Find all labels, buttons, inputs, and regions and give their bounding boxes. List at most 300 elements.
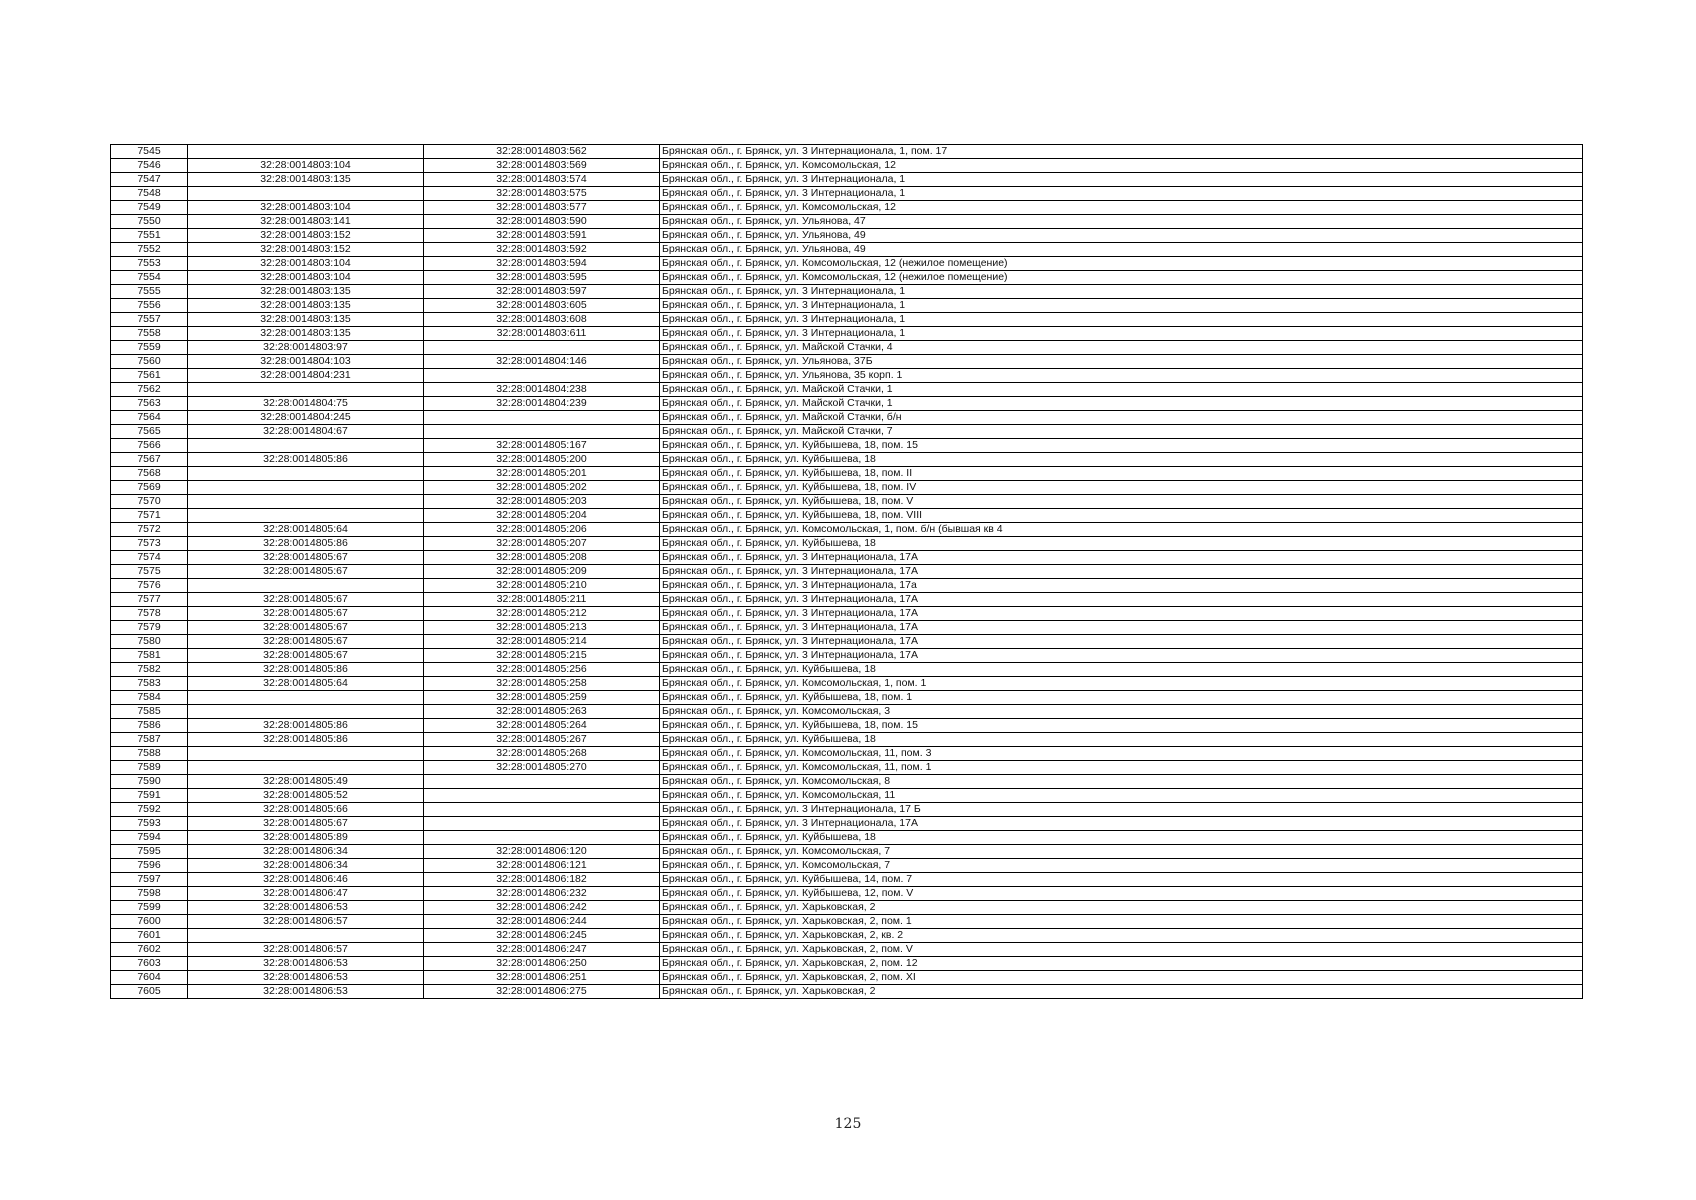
parent-cadastral-number-cell: 32:28:0014805:86 bbox=[188, 663, 424, 677]
address-cell: Брянская обл., г. Брянск, ул. Харьковская, 2 bbox=[660, 985, 1583, 999]
address-cell: Брянская обл., г. Брянск, ул. Комсомольская, 12 (нежилое помещение) bbox=[660, 257, 1583, 271]
address-cell: Брянская обл., г. Брянск, ул. Куйбышева, 18 bbox=[660, 831, 1583, 845]
table-row bbox=[111, 831, 1583, 845]
address-cell: Брянская обл., г. Брянск, ул. 3 Интернационала, 17а bbox=[660, 579, 1583, 593]
table-row bbox=[111, 887, 1583, 901]
table-row bbox=[111, 691, 1583, 705]
row-number-cell: 7567 bbox=[111, 453, 188, 467]
table-row bbox=[111, 971, 1583, 985]
row-number-cell: 7570 bbox=[111, 495, 188, 509]
table-row bbox=[111, 481, 1583, 495]
cadastral-number-cell: 32:28:0014806:232 bbox=[424, 887, 660, 901]
cadastral-number-cell: 32:28:0014803:569 bbox=[424, 159, 660, 173]
parent-cadastral-number-cell: 32:28:0014804:245 bbox=[188, 411, 424, 425]
address-cell: Брянская обл., г. Брянск, ул. Комсомольская, 12 bbox=[660, 159, 1583, 173]
table-row bbox=[111, 397, 1583, 411]
row-number-cell: 7559 bbox=[111, 341, 188, 355]
address-cell: Брянская обл., г. Брянск, ул. Куйбышева, 18 bbox=[660, 453, 1583, 467]
cadastral-number-cell: 32:28:0014805:264 bbox=[424, 719, 660, 733]
table-row bbox=[111, 229, 1583, 243]
cadastral-number-cell: 32:28:0014805:214 bbox=[424, 635, 660, 649]
address-cell: Брянская обл., г. Брянск, ул. 3 Интернационала, 17А bbox=[660, 649, 1583, 663]
table-row bbox=[111, 705, 1583, 719]
cadastral-number-cell: 32:28:0014805:215 bbox=[424, 649, 660, 663]
parent-cadastral-number-cell: 32:28:0014805:64 bbox=[188, 677, 424, 691]
parent-cadastral-number-cell bbox=[188, 187, 424, 201]
row-number-cell: 7564 bbox=[111, 411, 188, 425]
table-row bbox=[111, 859, 1583, 873]
table-row bbox=[111, 411, 1583, 425]
address-cell: Брянская обл., г. Брянск, ул. Харьковская, 2, пом. XI bbox=[660, 971, 1583, 985]
table-row bbox=[111, 985, 1583, 999]
table-row bbox=[111, 537, 1583, 551]
address-cell: Брянская обл., г. Брянск, ул. Куйбышева, 18, пом. 1 bbox=[660, 691, 1583, 705]
row-number-cell: 7585 bbox=[111, 705, 188, 719]
cadastral-number-cell: 32:28:0014803:574 bbox=[424, 173, 660, 187]
address-cell: Брянская обл., г. Брянск, ул. Комсомольская, 11 bbox=[660, 789, 1583, 803]
cadastral-registry-table bbox=[110, 144, 1583, 999]
row-number-cell: 7604 bbox=[111, 971, 188, 985]
address-cell: Брянская обл., г. Брянск, ул. Харьковская, 2, кв. 2 bbox=[660, 929, 1583, 943]
page-number: 125 bbox=[834, 1116, 862, 1132]
row-number-cell: 7546 bbox=[111, 159, 188, 173]
row-number-cell: 7588 bbox=[111, 747, 188, 761]
parent-cadastral-number-cell: 32:28:0014805:86 bbox=[188, 537, 424, 551]
address-cell: Брянская обл., г. Брянск, ул. Куйбышева, 12, пом. V bbox=[660, 887, 1583, 901]
address-cell: Брянская обл., г. Брянск, ул. Комсомольская, 3 bbox=[660, 705, 1583, 719]
address-cell: Брянская обл., г. Брянск, ул. Комсомольская, 12 (нежилое помещение) bbox=[660, 271, 1583, 285]
parent-cadastral-number-cell: 32:28:0014805:89 bbox=[188, 831, 424, 845]
table-row bbox=[111, 453, 1583, 467]
table-row bbox=[111, 355, 1583, 369]
table-row bbox=[111, 369, 1583, 383]
cadastral-number-cell bbox=[424, 831, 660, 845]
address-cell: Брянская обл., г. Брянск, ул. Ульянова, 49 bbox=[660, 229, 1583, 243]
address-cell: Брянская обл., г. Брянск, ул. Комсомольская, 11, пом. 3 bbox=[660, 747, 1583, 761]
cadastral-number-cell: 32:28:0014803:562 bbox=[424, 145, 660, 159]
cadastral-number-cell bbox=[424, 803, 660, 817]
cadastral-number-cell bbox=[424, 817, 660, 831]
address-cell: Брянская обл., г. Брянск, ул. Майской Стачки, б/н bbox=[660, 411, 1583, 425]
cadastral-number-cell: 32:28:0014806:247 bbox=[424, 943, 660, 957]
parent-cadastral-number-cell: 32:28:0014803:141 bbox=[188, 215, 424, 229]
row-number-cell: 7552 bbox=[111, 243, 188, 257]
cadastral-number-cell: 32:28:0014805:211 bbox=[424, 593, 660, 607]
address-cell: Брянская обл., г. Брянск, ул. Куйбышева, 18 bbox=[660, 733, 1583, 747]
address-cell: Брянская обл., г. Брянск, ул. 3 Интернационала, 17А bbox=[660, 565, 1583, 579]
cadastral-number-cell bbox=[424, 411, 660, 425]
cadastral-number-cell: 32:28:0014806:275 bbox=[424, 985, 660, 999]
parent-cadastral-number-cell: 32:28:0014803:135 bbox=[188, 285, 424, 299]
cadastral-number-cell: 32:28:0014803:592 bbox=[424, 243, 660, 257]
table-row bbox=[111, 383, 1583, 397]
cadastral-number-cell: 32:28:0014805:207 bbox=[424, 537, 660, 551]
table-row bbox=[111, 677, 1583, 691]
parent-cadastral-number-cell: 32:28:0014806:53 bbox=[188, 985, 424, 999]
registry-table-body bbox=[111, 145, 1583, 999]
row-number-cell: 7545 bbox=[111, 145, 188, 159]
parent-cadastral-number-cell: 32:28:0014803:135 bbox=[188, 327, 424, 341]
row-number-cell: 7575 bbox=[111, 565, 188, 579]
parent-cadastral-number-cell: 32:28:0014805:67 bbox=[188, 593, 424, 607]
cadastral-number-cell: 32:28:0014805:263 bbox=[424, 705, 660, 719]
table-row bbox=[111, 145, 1583, 159]
table-row bbox=[111, 579, 1583, 593]
parent-cadastral-number-cell: 32:28:0014806:53 bbox=[188, 957, 424, 971]
address-cell: Брянская обл., г. Брянск, ул. Комсомольская, 11, пом. 1 bbox=[660, 761, 1583, 775]
parent-cadastral-number-cell bbox=[188, 579, 424, 593]
cadastral-number-cell: 32:28:0014804:239 bbox=[424, 397, 660, 411]
address-cell: Брянская обл., г. Брянск, ул. Ульянова, 35 корп. 1 bbox=[660, 369, 1583, 383]
cadastral-number-cell: 32:28:0014805:256 bbox=[424, 663, 660, 677]
row-number-cell: 7553 bbox=[111, 257, 188, 271]
parent-cadastral-number-cell: 32:28:0014805:52 bbox=[188, 789, 424, 803]
cadastral-number-cell: 32:28:0014803:605 bbox=[424, 299, 660, 313]
address-cell: Брянская обл., г. Брянск, ул. Харьковская, 2, пом. 1 bbox=[660, 915, 1583, 929]
cadastral-number-cell: 32:28:0014803:611 bbox=[424, 327, 660, 341]
cadastral-number-cell: 32:28:0014805:270 bbox=[424, 761, 660, 775]
cadastral-number-cell: 32:28:0014803:597 bbox=[424, 285, 660, 299]
parent-cadastral-number-cell bbox=[188, 747, 424, 761]
parent-cadastral-number-cell: 32:28:0014806:34 bbox=[188, 859, 424, 873]
parent-cadastral-number-cell: 32:28:0014805:86 bbox=[188, 733, 424, 747]
row-number-cell: 7548 bbox=[111, 187, 188, 201]
address-cell: Брянская обл., г. Брянск, ул. 3 Интернационала, 1 bbox=[660, 173, 1583, 187]
address-cell: Брянская обл., г. Брянск, ул. Харьковская, 2, пом. 12 bbox=[660, 957, 1583, 971]
row-number-cell: 7596 bbox=[111, 859, 188, 873]
address-cell: Брянская обл., г. Брянск, ул. Комсомольская, 7 bbox=[660, 859, 1583, 873]
cadastral-number-cell: 32:28:0014803:577 bbox=[424, 201, 660, 215]
row-number-cell: 7551 bbox=[111, 229, 188, 243]
cadastral-number-cell: 32:28:0014805:201 bbox=[424, 467, 660, 481]
parent-cadastral-number-cell: 32:28:0014804:75 bbox=[188, 397, 424, 411]
table-row bbox=[111, 593, 1583, 607]
parent-cadastral-number-cell: 32:28:0014803:135 bbox=[188, 173, 424, 187]
row-number-cell: 7563 bbox=[111, 397, 188, 411]
row-number-cell: 7562 bbox=[111, 383, 188, 397]
cadastral-number-cell: 32:28:0014805:210 bbox=[424, 579, 660, 593]
row-number-cell: 7558 bbox=[111, 327, 188, 341]
parent-cadastral-number-cell: 32:28:0014804:67 bbox=[188, 425, 424, 439]
row-number-cell: 7597 bbox=[111, 873, 188, 887]
row-number-cell: 7602 bbox=[111, 943, 188, 957]
cadastral-number-cell: 32:28:0014803:608 bbox=[424, 313, 660, 327]
table-row bbox=[111, 817, 1583, 831]
row-number-cell: 7603 bbox=[111, 957, 188, 971]
address-cell: Брянская обл., г. Брянск, ул. 3 Интернационала, 17А bbox=[660, 621, 1583, 635]
table-row bbox=[111, 467, 1583, 481]
table-row bbox=[111, 635, 1583, 649]
table-row bbox=[111, 425, 1583, 439]
row-number-cell: 7574 bbox=[111, 551, 188, 565]
parent-cadastral-number-cell: 32:28:0014803:97 bbox=[188, 341, 424, 355]
address-cell: Брянская обл., г. Брянск, ул. 3 Интернационала, 17А bbox=[660, 607, 1583, 621]
parent-cadastral-number-cell bbox=[188, 481, 424, 495]
address-cell: Брянская обл., г. Брянск, ул. Ульянова, 47 bbox=[660, 215, 1583, 229]
table-row bbox=[111, 845, 1583, 859]
cadastral-number-cell: 32:28:0014805:167 bbox=[424, 439, 660, 453]
cadastral-number-cell: 32:28:0014805:259 bbox=[424, 691, 660, 705]
row-number-cell: 7571 bbox=[111, 509, 188, 523]
parent-cadastral-number-cell bbox=[188, 691, 424, 705]
row-number-cell: 7565 bbox=[111, 425, 188, 439]
table-row bbox=[111, 901, 1583, 915]
cadastral-number-cell: 32:28:0014805:200 bbox=[424, 453, 660, 467]
parent-cadastral-number-cell: 32:28:0014805:67 bbox=[188, 551, 424, 565]
parent-cadastral-number-cell: 32:28:0014803:135 bbox=[188, 313, 424, 327]
cadastral-number-cell: 32:28:0014805:209 bbox=[424, 565, 660, 579]
parent-cadastral-number-cell bbox=[188, 439, 424, 453]
row-number-cell: 7589 bbox=[111, 761, 188, 775]
cadastral-number-cell: 32:28:0014803:591 bbox=[424, 229, 660, 243]
table-row bbox=[111, 733, 1583, 747]
parent-cadastral-number-cell: 32:28:0014803:104 bbox=[188, 201, 424, 215]
address-cell: Брянская обл., г. Брянск, ул. Майской Стачки, 4 bbox=[660, 341, 1583, 355]
cadastral-number-cell: 32:28:0014803:595 bbox=[424, 271, 660, 285]
table-row bbox=[111, 271, 1583, 285]
parent-cadastral-number-cell: 32:28:0014805:67 bbox=[188, 817, 424, 831]
address-cell: Брянская обл., г. Брянск, ул. 3 Интернационала, 1 bbox=[660, 313, 1583, 327]
cadastral-number-cell: 32:28:0014806:120 bbox=[424, 845, 660, 859]
row-number-cell: 7550 bbox=[111, 215, 188, 229]
cadastral-number-cell bbox=[424, 341, 660, 355]
address-cell: Брянская обл., г. Брянск, ул. 3 Интернационала, 17А bbox=[660, 635, 1583, 649]
parent-cadastral-number-cell: 32:28:0014806:46 bbox=[188, 873, 424, 887]
parent-cadastral-number-cell: 32:28:0014803:152 bbox=[188, 229, 424, 243]
parent-cadastral-number-cell: 32:28:0014805:64 bbox=[188, 523, 424, 537]
cadastral-number-cell: 32:28:0014805:206 bbox=[424, 523, 660, 537]
address-cell: Брянская обл., г. Брянск, ул. Ульянова, 49 bbox=[660, 243, 1583, 257]
cadastral-number-cell: 32:28:0014806:250 bbox=[424, 957, 660, 971]
address-cell: Брянская обл., г. Брянск, ул. 3 Интернационала, 1 bbox=[660, 299, 1583, 313]
address-cell: Брянская обл., г. Брянск, ул. 3 Интернационала, 1 bbox=[660, 327, 1583, 341]
address-cell: Брянская обл., г. Брянск, ул. Куйбышева, 14, пом. 7 bbox=[660, 873, 1583, 887]
cadastral-number-cell: 32:28:0014803:590 bbox=[424, 215, 660, 229]
table-row bbox=[111, 159, 1583, 173]
cadastral-number-cell: 32:28:0014805:268 bbox=[424, 747, 660, 761]
row-number-cell: 7578 bbox=[111, 607, 188, 621]
address-cell: Брянская обл., г. Брянск, ул. Куйбышева, 18, пом. 15 bbox=[660, 439, 1583, 453]
address-cell: Брянская обл., г. Брянск, ул. 3 Интернационала, 1, пом. 17 bbox=[660, 145, 1583, 159]
parent-cadastral-number-cell: 32:28:0014805:67 bbox=[188, 565, 424, 579]
row-number-cell: 7592 bbox=[111, 803, 188, 817]
table-row bbox=[111, 621, 1583, 635]
row-number-cell: 7549 bbox=[111, 201, 188, 215]
address-cell: Брянская обл., г. Брянск, ул. 3 Интернационала, 17А bbox=[660, 551, 1583, 565]
cadastral-number-cell: 32:28:0014805:204 bbox=[424, 509, 660, 523]
parent-cadastral-number-cell bbox=[188, 495, 424, 509]
table-row bbox=[111, 523, 1583, 537]
cadastral-number-cell bbox=[424, 369, 660, 383]
parent-cadastral-number-cell: 32:28:0014805:67 bbox=[188, 649, 424, 663]
row-number-cell: 7587 bbox=[111, 733, 188, 747]
table-row bbox=[111, 929, 1583, 943]
table-row bbox=[111, 327, 1583, 341]
row-number-cell: 7573 bbox=[111, 537, 188, 551]
table-row bbox=[111, 607, 1583, 621]
table-row bbox=[111, 663, 1583, 677]
parent-cadastral-number-cell: 32:28:0014804:231 bbox=[188, 369, 424, 383]
parent-cadastral-number-cell: 32:28:0014803:104 bbox=[188, 257, 424, 271]
cadastral-number-cell bbox=[424, 789, 660, 803]
row-number-cell: 7577 bbox=[111, 593, 188, 607]
address-cell: Брянская обл., г. Брянск, ул. Куйбышева, 18 bbox=[660, 663, 1583, 677]
table-row bbox=[111, 789, 1583, 803]
table-row bbox=[111, 257, 1583, 271]
parent-cadastral-number-cell: 32:28:0014805:66 bbox=[188, 803, 424, 817]
row-number-cell: 7593 bbox=[111, 817, 188, 831]
parent-cadastral-number-cell bbox=[188, 383, 424, 397]
cadastral-number-cell: 32:28:0014805:208 bbox=[424, 551, 660, 565]
address-cell: Брянская обл., г. Брянск, ул. Майской Стачки, 7 bbox=[660, 425, 1583, 439]
parent-cadastral-number-cell: 32:28:0014806:53 bbox=[188, 901, 424, 915]
cadastral-number-cell: 32:28:0014806:242 bbox=[424, 901, 660, 915]
row-number-cell: 7599 bbox=[111, 901, 188, 915]
row-number-cell: 7554 bbox=[111, 271, 188, 285]
address-cell: Брянская обл., г. Брянск, ул. Харьковская, 2, пом. V bbox=[660, 943, 1583, 957]
address-cell: Брянская обл., г. Брянск, ул. 3 Интернационала, 17А bbox=[660, 593, 1583, 607]
row-number-cell: 7569 bbox=[111, 481, 188, 495]
cadastral-number-cell: 32:28:0014804:238 bbox=[424, 383, 660, 397]
table-row bbox=[111, 187, 1583, 201]
table-row bbox=[111, 747, 1583, 761]
address-cell: Брянская обл., г. Брянск, ул. Харьковская, 2 bbox=[660, 901, 1583, 915]
cadastral-number-cell: 32:28:0014805:212 bbox=[424, 607, 660, 621]
row-number-cell: 7594 bbox=[111, 831, 188, 845]
cadastral-number-cell: 32:28:0014806:245 bbox=[424, 929, 660, 943]
row-number-cell: 7556 bbox=[111, 299, 188, 313]
address-cell: Брянская обл., г. Брянск, ул. 3 Интернационала, 17А bbox=[660, 817, 1583, 831]
address-cell: Брянская обл., г. Брянск, ул. Комсомольская, 12 bbox=[660, 201, 1583, 215]
parent-cadastral-number-cell bbox=[188, 467, 424, 481]
row-number-cell: 7561 bbox=[111, 369, 188, 383]
parent-cadastral-number-cell: 32:28:0014805:67 bbox=[188, 635, 424, 649]
address-cell: Брянская обл., г. Брянск, ул. Комсомольская, 1, пом. 1 bbox=[660, 677, 1583, 691]
parent-cadastral-number-cell: 32:28:0014806:53 bbox=[188, 971, 424, 985]
row-number-cell: 7555 bbox=[111, 285, 188, 299]
parent-cadastral-number-cell bbox=[188, 145, 424, 159]
cadastral-number-cell bbox=[424, 425, 660, 439]
cadastral-number-cell: 32:28:0014805:258 bbox=[424, 677, 660, 691]
parent-cadastral-number-cell: 32:28:0014806:57 bbox=[188, 915, 424, 929]
address-cell: Брянская обл., г. Брянск, ул. 3 Интернационала, 1 bbox=[660, 187, 1583, 201]
row-number-cell: 7591 bbox=[111, 789, 188, 803]
table-row bbox=[111, 957, 1583, 971]
row-number-cell: 7566 bbox=[111, 439, 188, 453]
parent-cadastral-number-cell bbox=[188, 705, 424, 719]
row-number-cell: 7576 bbox=[111, 579, 188, 593]
address-cell: Брянская обл., г. Брянск, ул. Куйбышева, 18, пом. IV bbox=[660, 481, 1583, 495]
table-row bbox=[111, 775, 1583, 789]
table-row bbox=[111, 495, 1583, 509]
row-number-cell: 7568 bbox=[111, 467, 188, 481]
table-row bbox=[111, 173, 1583, 187]
row-number-cell: 7581 bbox=[111, 649, 188, 663]
cadastral-number-cell: 32:28:0014803:575 bbox=[424, 187, 660, 201]
parent-cadastral-number-cell bbox=[188, 509, 424, 523]
row-number-cell: 7590 bbox=[111, 775, 188, 789]
table-row bbox=[111, 915, 1583, 929]
table-row bbox=[111, 285, 1583, 299]
table-row bbox=[111, 803, 1583, 817]
parent-cadastral-number-cell: 32:28:0014805:67 bbox=[188, 621, 424, 635]
table-row bbox=[111, 719, 1583, 733]
parent-cadastral-number-cell: 32:28:0014805:86 bbox=[188, 453, 424, 467]
cadastral-number-cell: 32:28:0014806:121 bbox=[424, 859, 660, 873]
row-number-cell: 7582 bbox=[111, 663, 188, 677]
address-cell: Брянская обл., г. Брянск, ул. Комсомольская, 7 bbox=[660, 845, 1583, 859]
cadastral-number-cell: 32:28:0014805:213 bbox=[424, 621, 660, 635]
parent-cadastral-number-cell: 32:28:0014804:103 bbox=[188, 355, 424, 369]
address-cell: Брянская обл., г. Брянск, ул. Куйбышева, 18, пом. 15 bbox=[660, 719, 1583, 733]
address-cell: Брянская обл., г. Брянск, ул. Майской Стачки, 1 bbox=[660, 383, 1583, 397]
row-number-cell: 7600 bbox=[111, 915, 188, 929]
parent-cadastral-number-cell: 32:28:0014806:47 bbox=[188, 887, 424, 901]
row-number-cell: 7579 bbox=[111, 621, 188, 635]
row-number-cell: 7595 bbox=[111, 845, 188, 859]
table-row bbox=[111, 565, 1583, 579]
address-cell: Брянская обл., г. Брянск, ул. 3 Интернационала, 1 bbox=[660, 285, 1583, 299]
row-number-cell: 7560 bbox=[111, 355, 188, 369]
row-number-cell: 7598 bbox=[111, 887, 188, 901]
cadastral-number-cell: 32:28:0014806:251 bbox=[424, 971, 660, 985]
address-cell: Брянская обл., г. Брянск, ул. Куйбышева, 18, пом. V bbox=[660, 495, 1583, 509]
parent-cadastral-number-cell: 32:28:0014806:34 bbox=[188, 845, 424, 859]
address-cell: Брянская обл., г. Брянск, ул. Комсомольская, 1, пом. б/н (бывшая кв 4 bbox=[660, 523, 1583, 537]
address-cell: Брянская обл., г. Брянск, ул. Куйбышева, 18, пом. VIII bbox=[660, 509, 1583, 523]
cadastral-number-cell: 32:28:0014804:146 bbox=[424, 355, 660, 369]
row-number-cell: 7547 bbox=[111, 173, 188, 187]
cadastral-number-cell: 32:28:0014805:202 bbox=[424, 481, 660, 495]
row-number-cell: 7557 bbox=[111, 313, 188, 327]
table-row bbox=[111, 299, 1583, 313]
address-cell: Брянская обл., г. Брянск, ул. 3 Интернационала, 17 Б bbox=[660, 803, 1583, 817]
table-row bbox=[111, 313, 1583, 327]
table-row bbox=[111, 761, 1583, 775]
address-cell: Брянская обл., г. Брянск, ул. Комсомольская, 8 bbox=[660, 775, 1583, 789]
row-number-cell: 7580 bbox=[111, 635, 188, 649]
row-number-cell: 7572 bbox=[111, 523, 188, 537]
parent-cadastral-number-cell: 32:28:0014805:86 bbox=[188, 719, 424, 733]
table-row bbox=[111, 341, 1583, 355]
row-number-cell: 7584 bbox=[111, 691, 188, 705]
cadastral-number-cell: 32:28:0014806:244 bbox=[424, 915, 660, 929]
parent-cadastral-number-cell bbox=[188, 929, 424, 943]
table-row bbox=[111, 943, 1583, 957]
cadastral-number-cell bbox=[424, 775, 660, 789]
parent-cadastral-number-cell: 32:28:0014803:135 bbox=[188, 299, 424, 313]
cadastral-number-cell: 32:28:0014806:182 bbox=[424, 873, 660, 887]
table-row bbox=[111, 215, 1583, 229]
row-number-cell: 7605 bbox=[111, 985, 188, 999]
parent-cadastral-number-cell: 32:28:0014805:49 bbox=[188, 775, 424, 789]
table-row bbox=[111, 649, 1583, 663]
table-row bbox=[111, 439, 1583, 453]
parent-cadastral-number-cell: 32:28:0014803:152 bbox=[188, 243, 424, 257]
parent-cadastral-number-cell: 32:28:0014803:104 bbox=[188, 271, 424, 285]
address-cell: Брянская обл., г. Брянск, ул. Ульянова, 37Б bbox=[660, 355, 1583, 369]
table-row bbox=[111, 201, 1583, 215]
cadastral-number-cell: 32:28:0014805:203 bbox=[424, 495, 660, 509]
parent-cadastral-number-cell: 32:28:0014805:67 bbox=[188, 607, 424, 621]
table-row bbox=[111, 243, 1583, 257]
cadastral-number-cell: 32:28:0014805:267 bbox=[424, 733, 660, 747]
address-cell: Брянская обл., г. Брянск, ул. Куйбышева, 18 bbox=[660, 537, 1583, 551]
row-number-cell: 7583 bbox=[111, 677, 188, 691]
row-number-cell: 7601 bbox=[111, 929, 188, 943]
row-number-cell: 7586 bbox=[111, 719, 188, 733]
parent-cadastral-number-cell: 32:28:0014803:104 bbox=[188, 159, 424, 173]
